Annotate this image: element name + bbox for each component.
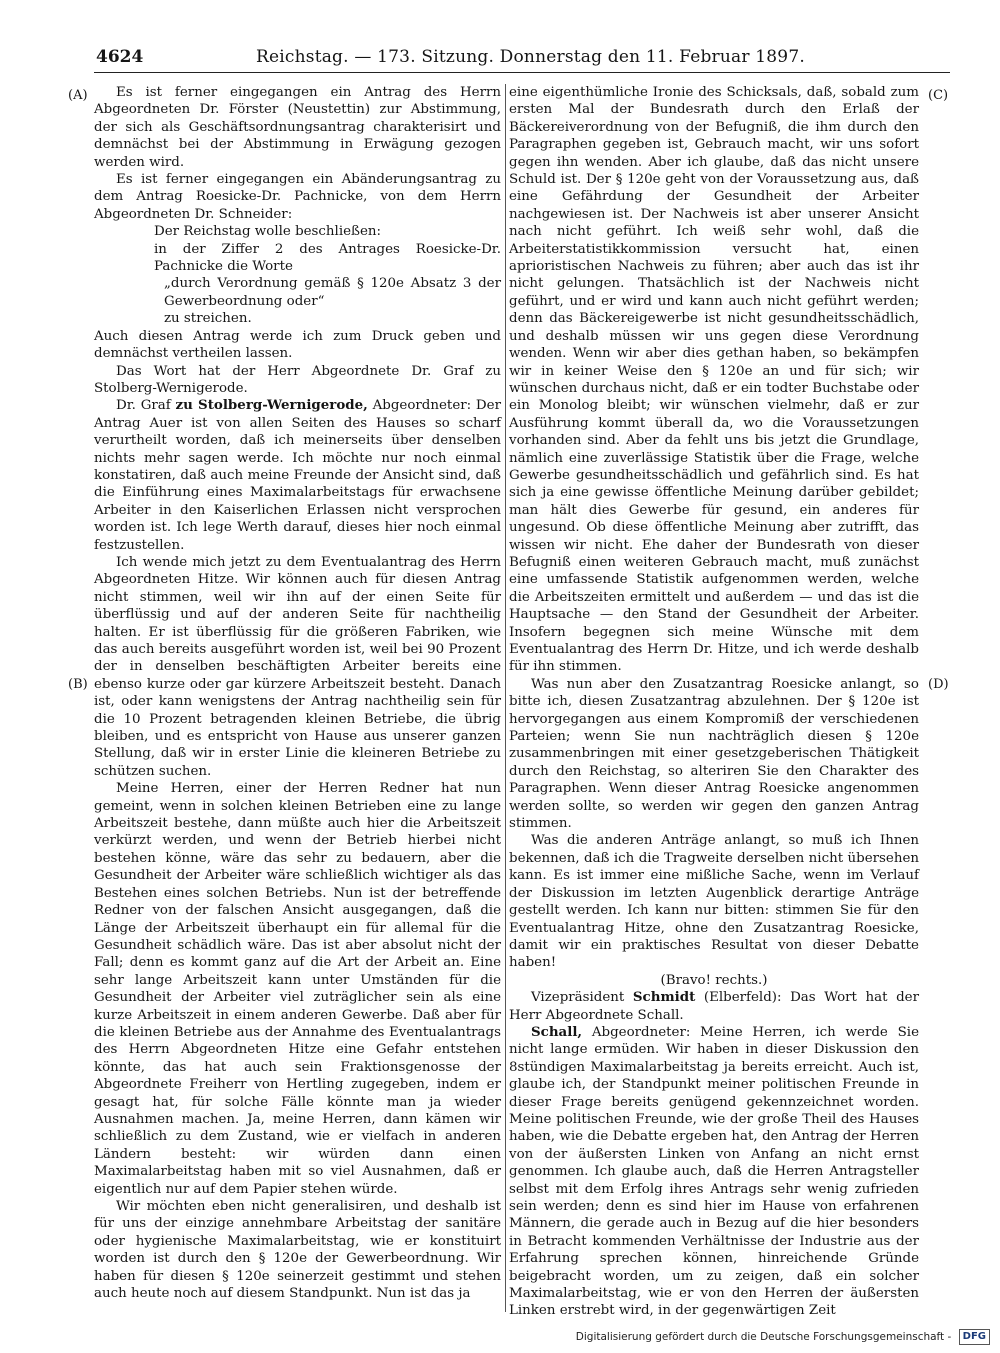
left-column <box>94 84 501 1302</box>
motion-quote: „durch Verordnung gemäß § 120e Absatz 3 der Gewerbeordnung oder“ <box>164 276 501 309</box>
footer-text: Digitalisierung gefördert durch die Deutsche Forschungsgemeinschaft - <box>575 1331 952 1343</box>
paragraph: Was die anderen Anträge anlangt, so muß ich Ihnen bekennen, daß ich die Tragweite derselben nicht übersehen kann. Es ist immer eine mißliche Sache, wenn im Verlauf der Diskussion im letzten Augenblick derartige Anträge gestellt werden. Ich kann nur bitten: stimmen Sie für den Eventualantrag Hitze, ohne den Zusatzantrag Roesicke, damit wir ein praktisches Resultat von dieser Debatte haben! <box>509 833 919 971</box>
margin-marker-d: (D) <box>928 677 949 692</box>
motion-text: zu streichen. <box>164 311 252 327</box>
paragraph: Das Wort hat der Herr Abgeordnete Dr. Graf zu Stolberg-Wernigerode. <box>94 363 501 396</box>
speaker-name: Schmidt <box>632 989 696 1006</box>
header-rule <box>94 72 950 73</box>
motion-text: in der Ziffer 2 des Antrages Roesicke-Dr. Pachnicke die Worte <box>154 241 501 275</box>
paragraph: Es ist ferner eingegangen ein Abänderungsantrag zu dem Antrag Roesicke-Dr. Pachnicke, von dem Herrn Abgeordneten Dr. Schneider: <box>94 172 501 222</box>
right-column <box>509 84 919 1320</box>
running-title: Reichstag. — 173. Sitzung. Donnerstag den 11. Februar 1897. <box>256 47 805 67</box>
dfg-logo: DFG <box>959 1329 990 1345</box>
speech-paragraph <box>94 397 501 554</box>
speaker-prefix: Dr. Graf <box>116 398 176 414</box>
digitization-footer <box>576 1325 990 1349</box>
speech-text: Abgeordneter: Meine Herren, ich werde Sie nicht lange ermüden. Wir haben in dieser Diskussion den 8stündigen Maximalarbeitstag ja bereits erreicht. Auch ist, glaube ich, der Standpunkt meiner politischen Freunde in dieser Frage bereits genügend gekennzeichnet worden. Meine politischen Freunde, wie der große Theil des Hauses haben, wie die Debatte ergeben hat, den Antrag der Herren von der äußersten Linken von Anfang an nicht ernst genommen. Ich glaube auch, daß die Herren Antragsteller selbst mit dem Erfolg ihres Antrags sehr wenig zufrieden sein werden; denn es sind hier im Hause von erfahrenen Männern, die gerade auch in Bezug auf die hier besonders in Betracht kommenden Verhältnisse der Industrie aus der Erfahrung sprechen können, hinreichende Gründe beigebracht worden, um zu zeigen, daß ein solcher Maximalarbeitstag, wie er von den Herren der äußersten Linken erstrebt wird, in der gegenwärtigen Zeit <box>509 1024 919 1319</box>
motion-text: Der Reichstag wolle beschließen: <box>154 224 382 240</box>
column-separator <box>505 84 506 1312</box>
margin-marker-b: (B) <box>68 677 88 692</box>
margin-marker-c: (C) <box>928 88 949 103</box>
paragraph: Es ist ferner eingegangen ein Antrag des Herrn Abgeordneten Dr. Förster (Neustettin) zur Abstimmung, der sich als Geschäftsordnungsantrag charakterisirt und demnächst bei der Abstimmung in Erwägung gezogen werden wird. <box>94 85 501 170</box>
speech-paragraph <box>509 1024 919 1320</box>
paragraph: Was nun aber den Zusatzantrag Roesicke anlangt, so bitte ich, diesen Zusatzantrag abzulehnen. Der § 120e ist hervorgegangen aus einem Kompromiß der verschiedenen Parteien; wenn Sie nun nachträglich diesen § 120e zusammenbringen mit einer gesetzgeberischen Thätigkeit durch den Reichstag, so alteriren Sie den Charakter des Paragraphen. Wenn dieser Antrag Roesicke angenommen werden sollte, so werden wir gegen den ganzen Antrag stimmen. <box>509 676 919 832</box>
paragraph: Meine Herren, einer der Herren Redner hat nun gemeint, wenn in solchen kleinen Betrieben eine zu lange Arbeitszeit bestehe, dann müßte auch hier die Arbeitszeit verkürzt werden, und wenn der Betrieb hierbei nicht bestehen könne, wäre das sehr zu bedauern, aber die Gesundheit der Arbeiter wäre schließlich wichtiger als das Bestehen eines solchen Betriebs. Nun ist der betreffende Redner von der falschen Ansicht ausgegangen, daß die Länge der Arbeitszeit überhaupt ein für allemal für die Gesundheit schädlich wäre. Das ist aber absolut nicht der Fall; denn es kommt ganz auf die Art der Arbeit an. Eine sehr lange Arbeitszeit kann unter Umständen für die Gesundheit der Arbeiter viel zuträglicher sein als eine kurze Arbeitszeit in einem anderen Gewerbe. Daß aber für die kleinen Betriebe aus der Annahme des Eventualantrags des Herrn Abgeordneten Hitze eine Gefahr entstehen könnte, das hat auch sein Fraktionsgenosse der Abgeordnete Freiherr von Hertling zugegeben, indem er gesagt hat, für solche Fälle könnte man ja wieder Ausnahmen machen. Ja, meine Herren, dann kämen wir schließlich zu dem Zustand, wie er vielfach in anderen Ländern besteht: wir würden dann einen Maximalarbeitstag haben mit so viel Ausnahmen, daß er eigentlich nur auf dem Papier stehen würde. <box>94 781 501 1197</box>
speaker-name: zu Stolberg-Wernigerode, <box>175 397 368 414</box>
page-number: 4624 <box>96 47 144 67</box>
applause-note: (Bravo! rechts.) <box>660 972 768 988</box>
paragraph: Ich wende mich jetzt zu dem Eventualantrag des Herrn Abgeordneten Hitze. Wir können auch für diesen Antrag nicht stimmen, weil wir ihn auf der einen Seite für überflüssig und auf der anderen Seite für nachtheilig halten. Er ist überflüssig für die größeren Fabriken, wie das auch bereits ausgeführt worden ist, weil bei 90 Prozent der in denselben beschäftigten Arbeiter bereits eine ebenso kurze oder gar kürzere Arbeitszeit besteht. Danach ist, oder kann wenigstens der Antrag nachtheilig sein für die 10 Prozent betragenden kleinen Betriebe, die übrig bleiben, und es entspricht von Hause aus unserer ganzen Stellung, daß wir in erster Linie die kleineren Betriebe zu schützen suchen. <box>94 554 501 779</box>
speaker-name: Schall, <box>531 1023 583 1040</box>
paragraph: eine eigenthümliche Ironie des Schicksals, daß, sobald zum ersten Mal der Bundesrath durch den Erlaß der Bäckereiverordnung von der Befugniß, die ihm durch den Paragraphen gegeben ist, Gebrauch macht, wir uns sofort gegen ihn wenden. Aber ich glaube, daß das nicht unsere Schuld ist. Der § 120e geht von der Voraussetzung aus, daß eine Gefährdung der Gesundheit der Arbeiter nachgewiesen ist. Der Nachweis ist aber unserer Ansicht nach nicht geführt. Ich weiß sehr wohl, daß die Arbeiterstatistikkommission versucht hat, einen aprioristischen Nachweis zu führen; aber auch das ist ihr nicht gelungen. Thatsächlich ist der Nachweis nicht geführt, und er wird und kann auch nicht geführt werden; denn das Bäckereigewerbe ist nicht gesundheitsschädlich, und deshalb müssen wir uns gegen diese Verordnung wenden. Wenn wir aber dies gethan haben, so bekämpfen wir in keiner Weise den § 120e an und für sich; wir wünschen durchaus nicht, daß er ein todter Buchstabe oder ein Monolog bleibt; wir wünschen vielmehr, daß er zur Ausführung kommt überall da, wo die Voraussetzungen vorhanden sind. Aber da fehlt uns bis jetzt die Grundlage, nämlich eine zuverlässige Statistik über die Frage, welche Gewerbe gesundheitsschädlich und gefährlich sind. Es hat sich ja eine gewisse öffentliche Meinung darüber gebildet; man hält dies Gewerbe für gesund, ein anderes für ungesund. Ob diese öffentliche Meinung aber zutrifft, das wissen wir nicht. Ehe daher der Bundesrath von dieser Befugniß einen weiteren Gebrauch macht, muß zunächst eine umfassende Statistik aufgenommen werden, welche die Arbeitszeiten ermittelt und außerdem — und das ist die Hauptsache — den Stand der Gesundheit der Arbeiter. Insofern begegnen sich meine Wünsche mit dem Eventualantrag des Herrn Dr. Hitze, und ich werde deshalb für ihn stimmen. <box>509 85 919 675</box>
speech-text: (Elberfeld): Das Wort hat der Herr Abgeordnete Schall. <box>509 990 919 1023</box>
speech-text: Abgeordneter: Der Antrag Auer ist von allen Seiten des Hauses so scharf verurtheilt worden, daß ich meinerseits über denselben nichts mehr sagen werde. Ich möchte nur noch einmal konstatiren, daß auch meine Freunde der Ansicht sind, daß die Einführung eines Maximalarbeitstags für erwachsene Arbeiter in den Kaiserlichen Erlassen nicht versprochen worden ist. Ich lege Werth darauf, dieses hier noch einmal festzustellen. <box>94 398 501 553</box>
margin-marker-a: (A) <box>68 88 88 103</box>
page-header <box>96 44 805 70</box>
paragraph: Auch diesen Antrag werde ich zum Druck geben und demnächst vertheilen lassen. <box>94 328 501 362</box>
speech-paragraph <box>509 989 919 1024</box>
speaker-prefix: Vizepräsident <box>531 990 633 1006</box>
paragraph: Wir möchten eben nicht generalisiren, und deshalb ist für uns der einzige annehmbare Arbeitstag der sanitäre oder hygienische Maximalarbeitstag, wie er konstituirt worden ist durch den § 120e der Gewerbeordnung. Wir haben für diesen § 120e seinerzeit gestimmt und stehen auch heute noch auf diesem Standpunkt. Nun ist das ja <box>94 1199 501 1302</box>
